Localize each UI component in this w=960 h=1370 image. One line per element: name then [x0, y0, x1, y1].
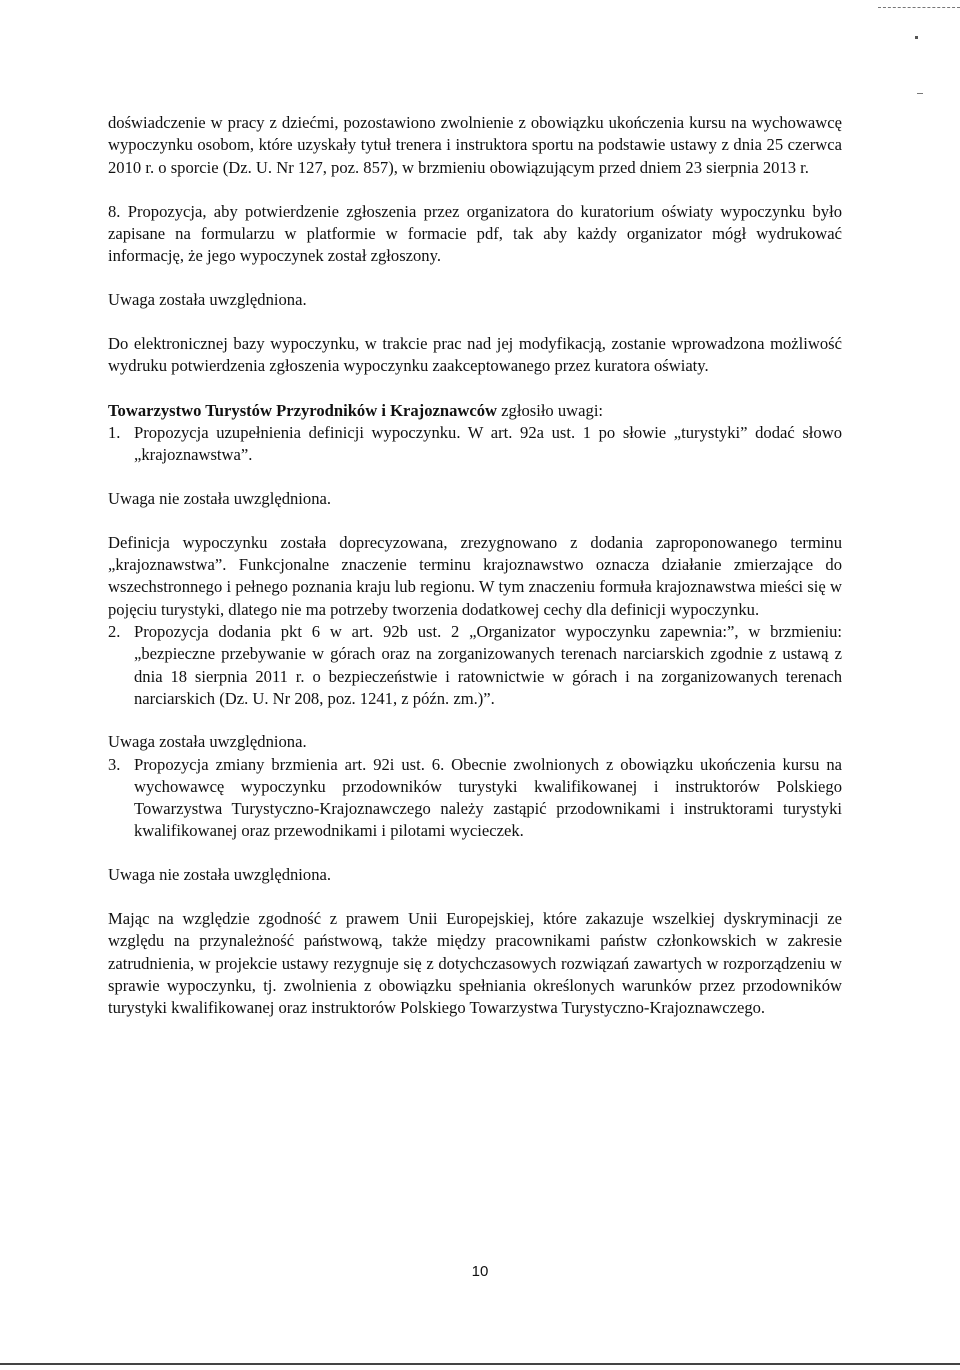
- page-number: 10: [471, 1263, 489, 1280]
- organization-heading: [108, 400, 842, 422]
- list-text-3: Propozycja zmiany brzmienia art. 92i ust. 6. Obecnie zwolnionych z obowiązku ukończenia kursu na wychowawcę wypoczynku przodowników turystyki kwalifikowanej i instruktorów Polskiego Towarzystwa Turystyczno-Krajoznawczego należy zastąpić przodownikami i instruktorami turystyki kwalifikowanej oraz przewodnikami i pilotami wycieczek.: [134, 754, 842, 841]
- list-item-2: [108, 621, 842, 710]
- response-item-1: Definicja wypoczynku została doprecyzowana, zrezygnowano z dodania zaproponowanego terminu „krajoznawstwa”. Funkcjonalne znaczenie terminu krajoznawstwo oznacza działanie zmierzające do wszechstronnego i pełnego poznania kraju lub regionu. W tym znaczeniu formuła krajoznawstwa mieści się w pojęciu turystyki, dlatego nie ma potrzeby tworzenia dodatkowej cechy dla definicji wypoczynku.: [108, 532, 842, 619]
- list-text-2: Propozycja dodania pkt 6 w art. 92b ust. 2 „Organizator wypoczynku zapewnia:”, w brzmieniu: „bezpieczne przebywanie w górach oraz na zorganizowanych terenach narciarskich zgodnie z ustawą z dnia 18 sierpnia 2011 r. o bezpieczeństwie i ratownictwie w górach i na zorganizowanych terenach narciarskich (Dz. U. Nr 208, poz. 1241, z późn. zm.)”.: [134, 622, 842, 708]
- status-item-2: Uwaga została uwzględniona.: [108, 732, 307, 752]
- response-item-3: Mając na względzie zgodność z prawem Unii Europejskiej, które zakazuje wszelkiej dyskryminacji ze względu na przynależność państwową, także między pracownikami państw członkowskich w zakresie zatrudnienia, w projekcie ustawy rezygnuje się z dotychczasowych rozwiązań zawartych w rozporządzeniu w sprawie wypoczynku, tj. zwolnienia z obowiązku spełniania określonych warunków przez przodowników turystyki kwalifikowanej oraz instruktorów Polskiego Towarzystwa Turystyczno-Krajoznawczego.: [108, 909, 842, 1018]
- scan-edge-mark: [878, 7, 960, 8]
- status-point-8: Uwaga została uwzględniona.: [108, 289, 307, 309]
- list-item-1: [108, 422, 842, 467]
- paragraph-intro: doświadczenie w pracy z dziećmi, pozostawiono zwolnienie z obowiązku ukończenia kursu na wychowawcę wypoczynku osobom, które uzyskały tytuł trenera i instruktora sportu na podstawie ustawy z dnia 25 czerwca 2010 r. o sporcie (Dz. U. Nr 127, poz. 857), w brzmieniu obowiązującym przed dniem 23 sierpnia 2013 r.: [108, 113, 842, 177]
- status-item-1: Uwaga nie została uwzględniona.: [108, 488, 332, 508]
- organization-suffix: zgłosiło uwagi:: [497, 400, 604, 420]
- organization-name: Towarzystwo Turystów Przyrodników i Krajoznawców: [108, 400, 498, 420]
- scan-dash-mark: [917, 93, 923, 94]
- list-number-2: 2.: [108, 622, 121, 642]
- document-body: [108, 112, 842, 1020]
- list-number-1: 1.: [108, 422, 121, 442]
- list-number-3: 3.: [108, 754, 121, 774]
- paragraph-point-8: 8. Propozycja, aby potwierdzenie zgłoszenia przez organizatora do kuratorium oświaty wypoczynku było zapisane na formularzu w platformie w formacie pdf, tak aby każdy organizator mógł wydrukować informację, że jego wypoczynek został zgłoszony.: [108, 201, 842, 266]
- list-item-3: [108, 754, 842, 843]
- list-text-1: Propozycja uzupełnienia definicji wypoczynku. W art. 92a ust. 1 po słowie „turystyki” dodać słowo „krajoznawstwa”.: [134, 422, 842, 465]
- scan-dot-mark: [915, 36, 918, 39]
- status-item-3: Uwaga nie została uwzględniona.: [108, 864, 332, 884]
- response-point-8: Do elektronicznej bazy wypoczynku, w trakcie prac nad jej modyfikacją, zostanie wprowadzona możliwość wydruku potwierdzenia zgłoszenia wypoczynku zaakceptowanego przez kuratora oświaty.: [108, 334, 842, 376]
- scan-bottom-edge: [0, 1363, 960, 1365]
